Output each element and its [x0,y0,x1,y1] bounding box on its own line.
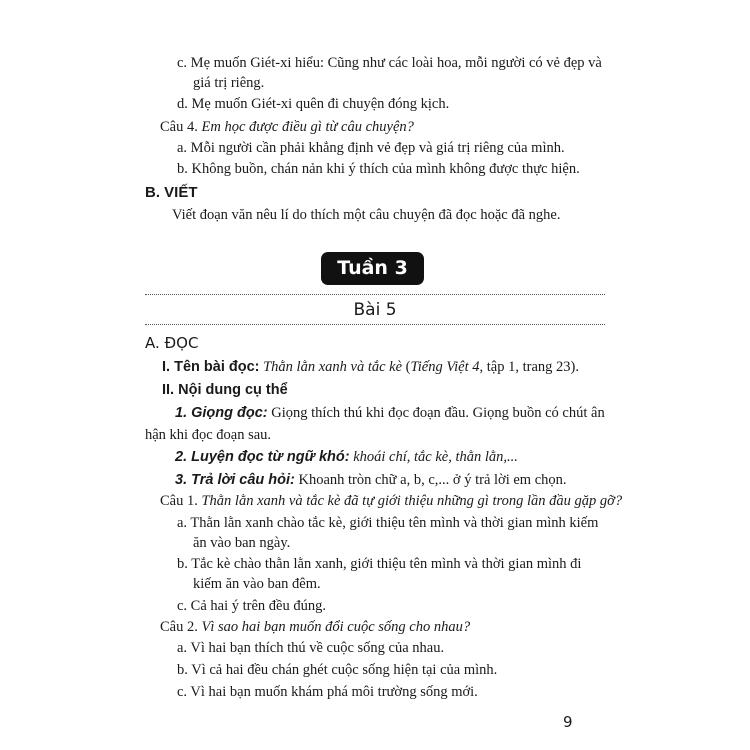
q3-option-c-cont: giá trị riêng. [193,75,265,91]
question-label: Câu 2. [160,619,198,635]
text: Giọng thích thú khi đọc đoạn đầu. Giọng buồn có chút ân [267,405,605,421]
q3-option-c: c. Mẹ muốn Giét-xi hiểu: Cũng như các loài hoa, mỗi người có vẻ đẹp và [177,55,602,71]
q4-option-b: b. Không buồn, chán nản khi ý thích của mình không được thực hiện. [177,161,580,177]
src-rest: , tập 1, trang 23). [479,359,579,375]
label: 1. Giọng đọc: [175,405,268,421]
question-2 [160,618,470,636]
section-a-heading: A. ĐỌC [145,334,199,352]
q1-option-a-cont: ăn vào ban ngày. [193,535,291,551]
q1-option-c: c. Cả hai ý trên đều đúng. [177,598,326,614]
section-b-heading: B. VIẾT [145,184,198,201]
text: Khoanh tròn chữ a, b, c,... ở ý trả lời em chọn. [294,472,567,488]
q2-option-b: b. Vì cả hai đều chán ghét cuộc sống hiện tại của mình. [177,662,498,678]
week-badge: Tuần 3 [321,252,424,285]
heading: II. Nội dung cụ thể [162,382,288,398]
label: 2. Luyện đọc từ ngữ khó: [175,449,350,465]
section-b-text: Viết đoạn văn nêu lí do thích một câu chuyện đã đọc hoặc đã nghe. [172,207,561,223]
title-text: Thằn lằn xanh và tắc kè [263,359,403,375]
question-text: Em học được điều gì từ câu chuyện? [201,119,414,135]
item-2 [175,448,518,466]
page-number: 9 [563,713,573,731]
q1-option-a: a. Thằn lằn xanh chào tắc kè, giới thiệu tên mình và thời gian mình kiếm [177,515,599,531]
src: ( [402,359,411,375]
q2-option-a: a. Vì hai bạn thích thú về cuộc sống của nhau. [177,640,445,656]
text: khoái chí, tắc kè, thằn lằn,... [349,449,518,465]
q1-option-b: b. Tắc kè chào thằn lằn xanh, giới thiệu tên mình và thời gian mình đi [177,556,582,572]
item-3 [175,471,567,489]
item-1 [175,404,605,422]
label: 3. Trả lời câu hỏi: [175,472,295,488]
book: Tiếng Việt 4 [410,359,480,375]
q3-option-d: d. Mẹ muốn Giét-xi quên đi chuyện đóng kịch. [177,96,450,112]
question-1 [160,492,622,510]
label: I. Tên bài đọc: [162,359,260,375]
lesson-title: Bài 5 [353,300,397,320]
divider [145,324,605,325]
q1-option-b-cont: kiếm ăn vào ban đêm. [193,576,321,592]
q2-option-c: c. Vì hai bạn muốn khám phá môi trường sống mới. [177,684,478,700]
reading-title [162,358,579,376]
question-text: Vì sao hai bạn muốn đổi cuộc sống cho nhau? [201,619,471,635]
question-text: Thằn lằn xanh và tắc kè đã tự giới thiệu những gì trong lần đầu gặp gỡ? [201,493,623,509]
divider [145,294,605,295]
question-4 [160,118,414,136]
question-label: Câu 4. [160,119,198,135]
question-label: Câu 1. [160,493,198,509]
q4-option-a: a. Mỗi người cần phải khẳng định vẻ đẹp và giá trị riêng của mình. [177,140,565,156]
content-heading [162,381,288,399]
item-1-cont: hận khi đọc đoạn sau. [145,427,272,443]
